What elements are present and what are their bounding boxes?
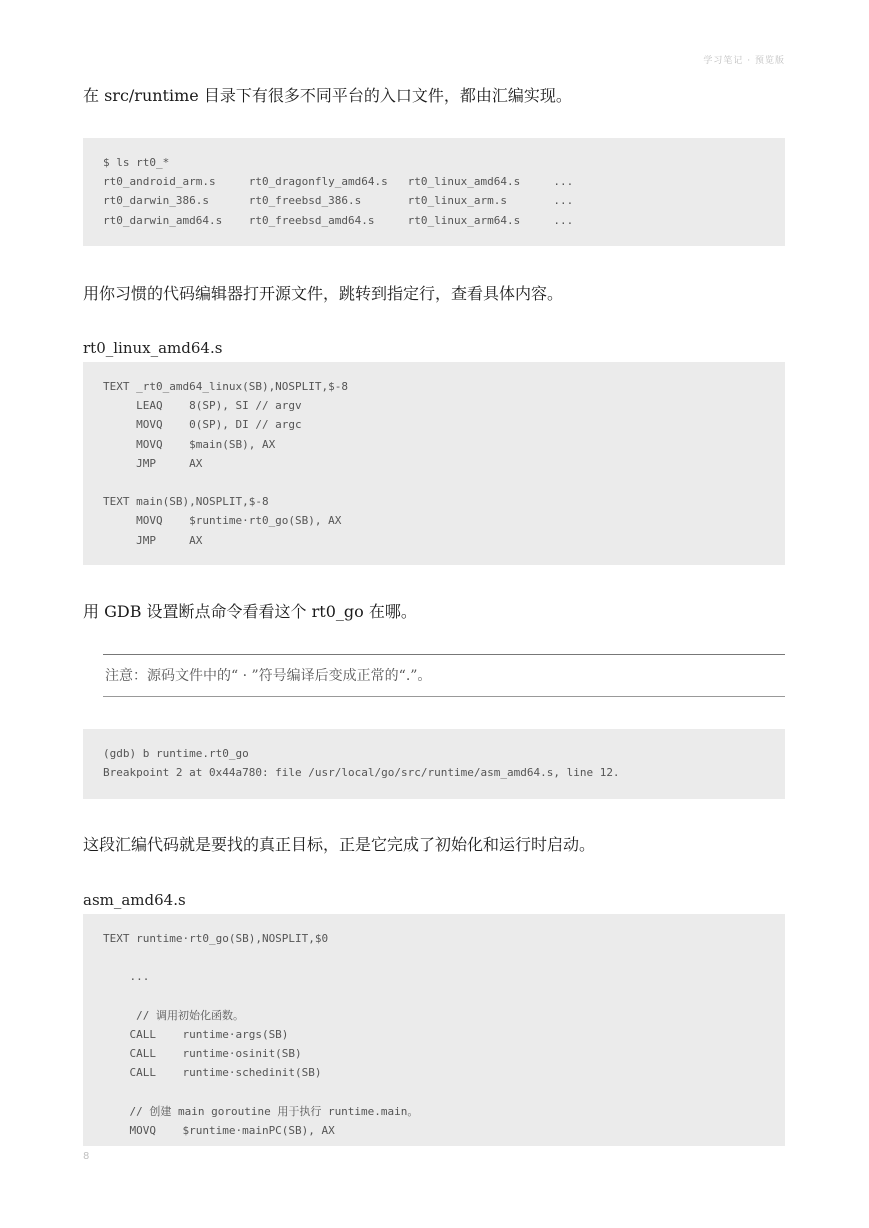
code-line: MOVQ $main(SB), AX xyxy=(103,437,276,451)
code-line: JMP AX xyxy=(103,533,203,547)
note-text: 注意：源码文件中的“ · ”符号编译后变成正常的“.”。 xyxy=(105,668,432,684)
code-line: MOVQ $runtime·mainPC(SB), AX xyxy=(103,1123,335,1137)
asm-amd64-code-block xyxy=(83,914,785,1146)
code-line: JMP AX xyxy=(103,456,203,470)
code-line: CALL runtime·osinit(SB) xyxy=(103,1047,302,1061)
code-line: CALL runtime·schedinit(SB) xyxy=(103,1066,322,1080)
code-line: LEAQ 8(SP), SI // argv xyxy=(103,399,302,413)
running-header: 学习笔记 · 预览版 xyxy=(703,56,785,66)
code-line: rt0_darwin_amd64.s rt0_freebsd_amd64.s rt0_linux_arm64.s ... xyxy=(103,213,574,227)
code-line: // 调用初始化函数。 xyxy=(103,1008,244,1022)
code-line xyxy=(103,987,765,1006)
code-line xyxy=(103,948,765,967)
target-paragraph: 这段汇编代码就是要找的真正目标，正是它完成了初始化和运行时启动。 xyxy=(83,835,596,854)
code-line: TEXT runtime·rt0_go(SB),NOSPLIT,$0 xyxy=(103,932,329,945)
code-line: rt0_darwin_386.s rt0_freebsd_386.s rt0_linux_arm.s ... xyxy=(103,194,574,208)
code-line: (gdb) b runtime.rt0_go xyxy=(103,747,249,760)
code-line: TEXT _rt0_amd64_linux(SB),NOSPLIT,$-8 xyxy=(103,380,349,393)
code-line xyxy=(103,1083,765,1102)
gdb-paragraph: 用 GDB 设置断点命令看看这个 rt0_go 在哪。 xyxy=(83,602,417,621)
file-label-asm-amd64: asm_amd64.s xyxy=(83,891,186,909)
code-line: TEXT main(SB),NOSPLIT,$-8 xyxy=(103,495,269,509)
intro-paragraph: 在 src/runtime 目录下有很多不同平台的入口文件，都由汇编实现。 xyxy=(83,86,572,105)
ls-code-block xyxy=(83,138,785,246)
open-file-paragraph: 用你习惯的代码编辑器打开源文件，跳转到指定行，查看具体内容。 xyxy=(83,284,564,303)
code-line: $ ls rt0_* xyxy=(103,156,170,169)
note-box xyxy=(103,654,785,697)
code-line: // 创建 main goroutine 用于执行 runtime.main。 xyxy=(103,1104,419,1118)
file-label-rt0-linux: rt0_linux_amd64.s xyxy=(83,339,223,357)
code-line: ... xyxy=(103,970,150,984)
code-line xyxy=(103,473,765,492)
code-line: Breakpoint 2 at 0x44a780: file /usr/local/go/src/runtime/asm_amd64.s, line 12. xyxy=(103,766,620,780)
code-line: MOVQ $runtime·rt0_go(SB), AX xyxy=(103,514,342,528)
code-line: rt0_android_arm.s rt0_dragonfly_amd64.s rt0_linux_amd64.s ... xyxy=(103,175,574,189)
page-number: 8 xyxy=(83,1151,90,1162)
rt0-linux-code-block xyxy=(83,362,785,565)
code-line: MOVQ 0(SP), DI // argc xyxy=(103,418,302,432)
gdb-code-block xyxy=(83,729,785,799)
code-line: CALL runtime·args(SB) xyxy=(103,1027,289,1041)
